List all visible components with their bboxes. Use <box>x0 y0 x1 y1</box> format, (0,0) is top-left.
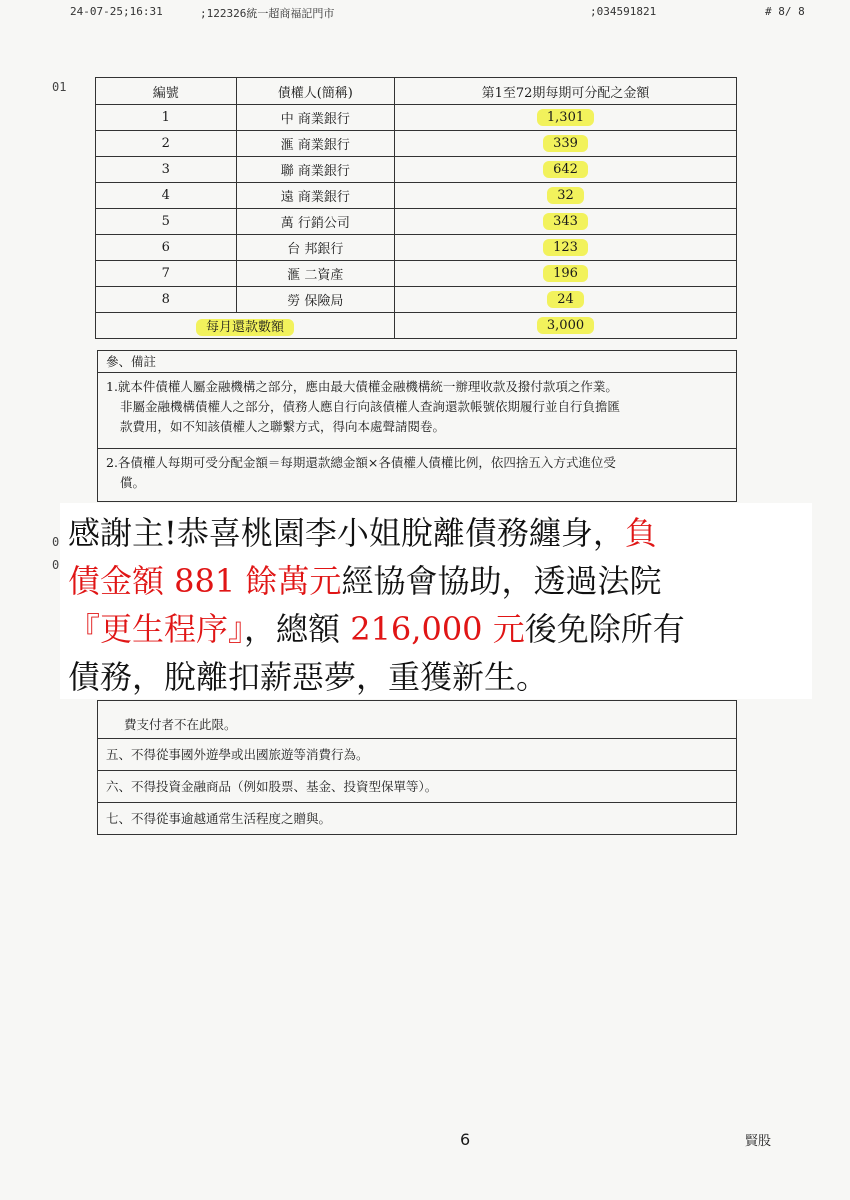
creditor-allocation-table <box>95 77 737 339</box>
row-amount: 24 <box>547 291 584 308</box>
row-creditor: 台 邦銀行 <box>236 235 394 261</box>
row-number: 1 <box>96 105 237 131</box>
restriction-7: 七、不得從事逾越通常生活程度之贈與。 <box>106 811 332 826</box>
remark-2-line: 償。 <box>120 475 146 490</box>
fax-sender: ;122326統一超商福記門市 <box>200 7 335 20</box>
row-number: 3 <box>96 157 237 183</box>
row-creditor: 聯 商業銀行 <box>236 157 394 183</box>
header-amount: 第1至72期每期可分配之金額 <box>395 78 737 105</box>
row-amount: 642 <box>543 161 588 178</box>
row-creditor: 萬 行銷公司 <box>236 209 394 235</box>
row-creditor: 滙 商業銀行 <box>236 131 394 157</box>
remark-1-line: 非屬金融機構債權人之部分，債務人應自行向該債權人查詢還款帳號依期履行並自行負擔匯 <box>120 399 621 414</box>
table-row <box>96 287 737 313</box>
row-amount: 196 <box>543 265 588 282</box>
total-row <box>96 313 737 339</box>
row-amount: 1,301 <box>537 109 594 126</box>
remarks-title: 參、備註 <box>98 351 736 373</box>
banner-highlight-procedure: 『更生程序』 <box>68 610 245 648</box>
banner-text: 感謝主!恭喜桃園李小姐脫離債務纏身， <box>68 514 625 552</box>
header-creditor: 債權人(簡稱) <box>236 78 394 105</box>
banner-highlight-total: 216,000 元 <box>350 610 525 648</box>
remark-2-line: 2.各債權人每期可受分配金額＝每期還款總金額×各債權人債權比例，依四捨五入方式進位受 <box>106 455 616 470</box>
restriction-continued: 費支付者不在此限。 <box>124 717 237 732</box>
row-amount: 32 <box>547 187 584 204</box>
table-row <box>96 261 737 287</box>
fax-datetime: 24-07-25;16:31 <box>70 5 163 18</box>
banner-highlight: 負 <box>624 514 657 552</box>
total-label: 每月還款數額 <box>196 319 294 336</box>
banner-highlight-debt: 債金額 881 餘萬元 <box>68 562 342 600</box>
total-amount: 3,000 <box>537 317 594 334</box>
banner-text: ，總額 <box>244 610 351 648</box>
remarks-section <box>97 350 737 502</box>
row-number: 8 <box>96 287 237 313</box>
row-creditor: 遠 商業銀行 <box>236 183 394 209</box>
margin-label-a: 0 <box>52 535 60 549</box>
restrictions-section <box>97 700 737 835</box>
banner-text: 後免除所有 <box>524 610 685 648</box>
table-row <box>96 209 737 235</box>
row-creditor: 滙 二資產 <box>236 261 394 287</box>
testimonial-banner <box>60 503 812 699</box>
row-number: 5 <box>96 209 237 235</box>
header-number: 編號 <box>96 78 237 105</box>
remark-1-line: 款費用，如不知該債權人之聯繫方式，得向本處聲請閱卷。 <box>120 419 446 434</box>
row-amount: 339 <box>543 135 588 152</box>
row-creditor: 中 商業銀行 <box>236 105 394 131</box>
table-row <box>96 183 737 209</box>
remark-2 <box>98 449 736 497</box>
table-row <box>96 157 737 183</box>
row-creditor: 勞 保險局 <box>236 287 394 313</box>
table-row <box>96 131 737 157</box>
fax-header <box>0 2 850 20</box>
row-number: 4 <box>96 183 237 209</box>
row-amount: 123 <box>543 239 588 256</box>
row-number: 2 <box>96 131 237 157</box>
remark-1-line: 1.就本件債權人屬金融機構之部分，應由最大債權金融機構統一辦理收款及撥付款項之作業。 <box>106 379 618 394</box>
row-number: 7 <box>96 261 237 287</box>
margin-label-b: 0 <box>52 558 60 572</box>
table-row <box>96 105 737 131</box>
department-mark: 賢股 <box>745 1134 772 1149</box>
restriction-6: 六、不得投資金融商品（例如股票、基金、投資型保單等）。 <box>98 771 736 803</box>
fax-number: ;034591821 <box>590 5 657 18</box>
margin-label-top: 01 <box>52 80 67 94</box>
table-header-row <box>96 78 737 105</box>
row-number: 6 <box>96 235 237 261</box>
remark-1 <box>98 373 736 449</box>
fax-page: # 8/ 8 <box>765 5 805 18</box>
row-amount: 343 <box>543 213 588 230</box>
banner-text: 經協會協助，透過法院 <box>341 562 662 600</box>
banner-text: 債務，脫離扣薪惡夢，重獲新生。 <box>68 658 549 696</box>
table-row <box>96 235 737 261</box>
page-number: 6 <box>460 1130 471 1149</box>
restriction-5: 五、不得從事國外遊學或出國旅遊等消費行為。 <box>98 739 736 771</box>
